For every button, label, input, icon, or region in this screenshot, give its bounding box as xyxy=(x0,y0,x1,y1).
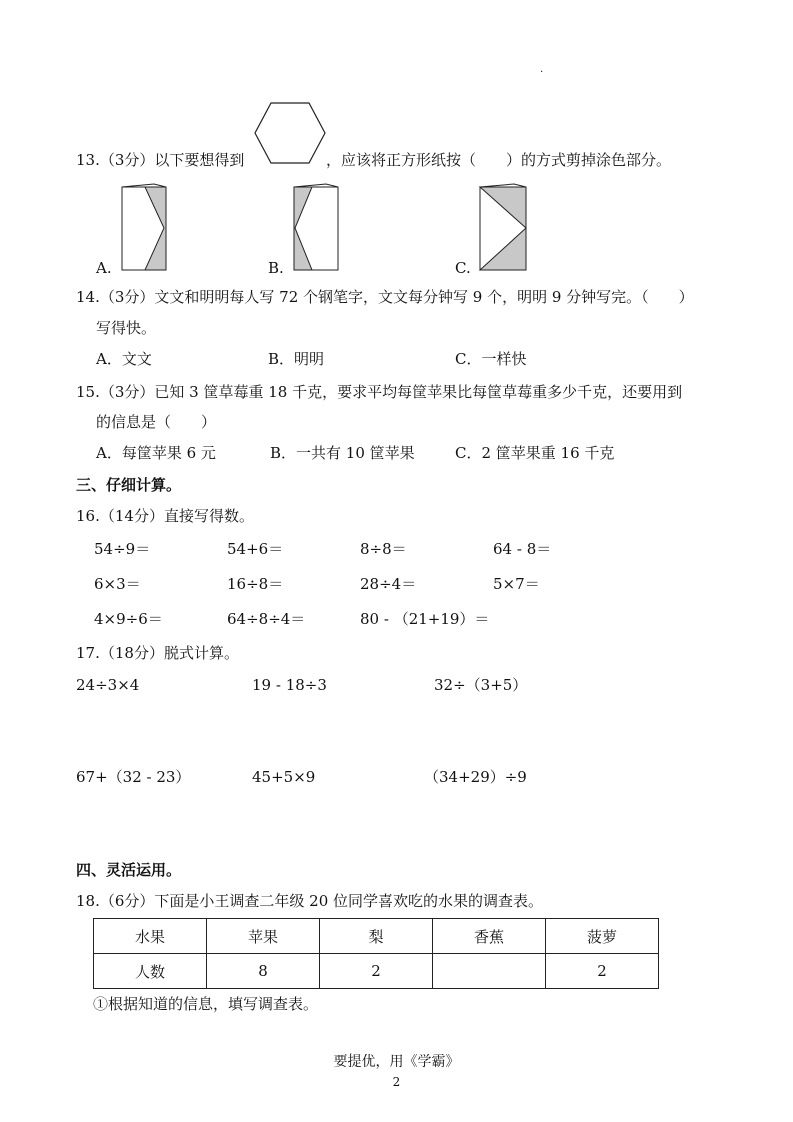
q13-option-b-label[interactable]: B. xyxy=(268,259,284,277)
q17-item[interactable]: 45+5×9 xyxy=(252,768,316,786)
table-cell-blank[interactable] xyxy=(433,954,546,989)
q15-line1: 15.（3分）已知 3 筐草莓重 18 千克，要求平均每筐苹果比每筐草莓重多少千克，还要用到 xyxy=(76,383,683,401)
section-3-heading: 三、仔细计算。 xyxy=(76,476,182,494)
table-cell: 菠萝 xyxy=(546,919,659,954)
q14-option-c[interactable]: C．一样快 xyxy=(455,350,527,368)
q16-item[interactable]: 64 - 8＝ xyxy=(493,540,552,558)
q16-item[interactable]: 16÷8＝ xyxy=(227,575,284,593)
q17-item[interactable]: 19 - 18÷3 xyxy=(252,676,327,694)
table-cell: 苹果 xyxy=(207,919,320,954)
q16-item[interactable]: 5×7＝ xyxy=(493,575,540,593)
q16-title: 16.（14分）直接写得数。 xyxy=(76,507,254,525)
page-number: 2 xyxy=(392,1075,401,1089)
q13-prefix: 13.（3分）以下要想得到 xyxy=(76,151,245,169)
q18-title: 18.（6分）下面是小王调查二年级 20 位同学喜欢吃的水果的调查表。 xyxy=(76,892,544,910)
table-cell: 梨 xyxy=(320,919,433,954)
table-cell: 香蕉 xyxy=(433,919,546,954)
q13-suffix: ，应该将正方形纸按（ ）的方式剪掉涂色部分。 xyxy=(326,151,672,169)
q16-item[interactable]: 80 - （21+19）＝ xyxy=(360,610,490,628)
q18-sub1: ①根据知道的信息，填写调查表。 xyxy=(93,995,319,1013)
q16-item[interactable]: 54+6＝ xyxy=(227,540,284,558)
q14-line2: 写得快。 xyxy=(96,319,157,337)
footer-slogan: 要提优，用《学霸》 xyxy=(333,1054,460,1070)
q13-option-c-label[interactable]: C. xyxy=(455,259,471,277)
q16-item[interactable]: 6×3＝ xyxy=(94,575,141,593)
q15-option-a[interactable]: A．每筐苹果 6 元 xyxy=(96,444,216,462)
q15-option-c[interactable]: C．2 筐苹果重 16 千克 xyxy=(455,444,615,462)
q16-item[interactable]: 64÷8÷4＝ xyxy=(227,610,306,628)
q17-title: 17.（18分）脱式计算。 xyxy=(76,644,239,662)
q17-item[interactable]: （34+29）÷9 xyxy=(424,768,527,786)
hexagon-figure xyxy=(254,102,326,164)
q15-option-b[interactable]: B．一共有 10 筐苹果 xyxy=(270,444,415,462)
table-cell: 人数 xyxy=(94,954,207,989)
q15-line2: 的信息是（ ） xyxy=(96,413,217,431)
table-cell: 2 xyxy=(320,954,433,989)
table-cell: 水果 xyxy=(94,919,207,954)
q13-option-b-figure[interactable] xyxy=(292,184,340,272)
table-row xyxy=(94,954,659,989)
section-4-heading: 四、灵活运用。 xyxy=(76,861,182,879)
q17-item[interactable]: 24÷3×4 xyxy=(76,676,140,694)
q14-line1: 14.（3分）文文和明明每人写 72 个钢笔字，文文每分钟写 9 个，明明 9 分钟写完。（ ） xyxy=(76,288,694,306)
q17-item[interactable]: 32÷（3+5） xyxy=(434,676,528,694)
q13-option-a-figure[interactable] xyxy=(120,184,168,272)
q16-item[interactable]: 4×9÷6＝ xyxy=(94,610,163,628)
q14-option-a[interactable]: A．文文 xyxy=(96,350,152,368)
q16-item[interactable]: 28÷4＝ xyxy=(360,575,417,593)
table-header-row xyxy=(94,919,659,954)
top-dot: . xyxy=(540,64,544,75)
survey-table xyxy=(93,918,659,989)
table-cell: 8 xyxy=(207,954,320,989)
table-cell: 2 xyxy=(546,954,659,989)
q16-item[interactable]: 54÷9＝ xyxy=(94,540,151,558)
q17-item[interactable]: 67+（32 - 23） xyxy=(76,768,191,786)
q16-item[interactable]: 8÷8＝ xyxy=(360,540,407,558)
q13-option-a-label[interactable]: A. xyxy=(96,259,112,277)
q13-option-c-figure[interactable] xyxy=(478,184,528,272)
q14-option-b[interactable]: B．明明 xyxy=(268,350,325,368)
